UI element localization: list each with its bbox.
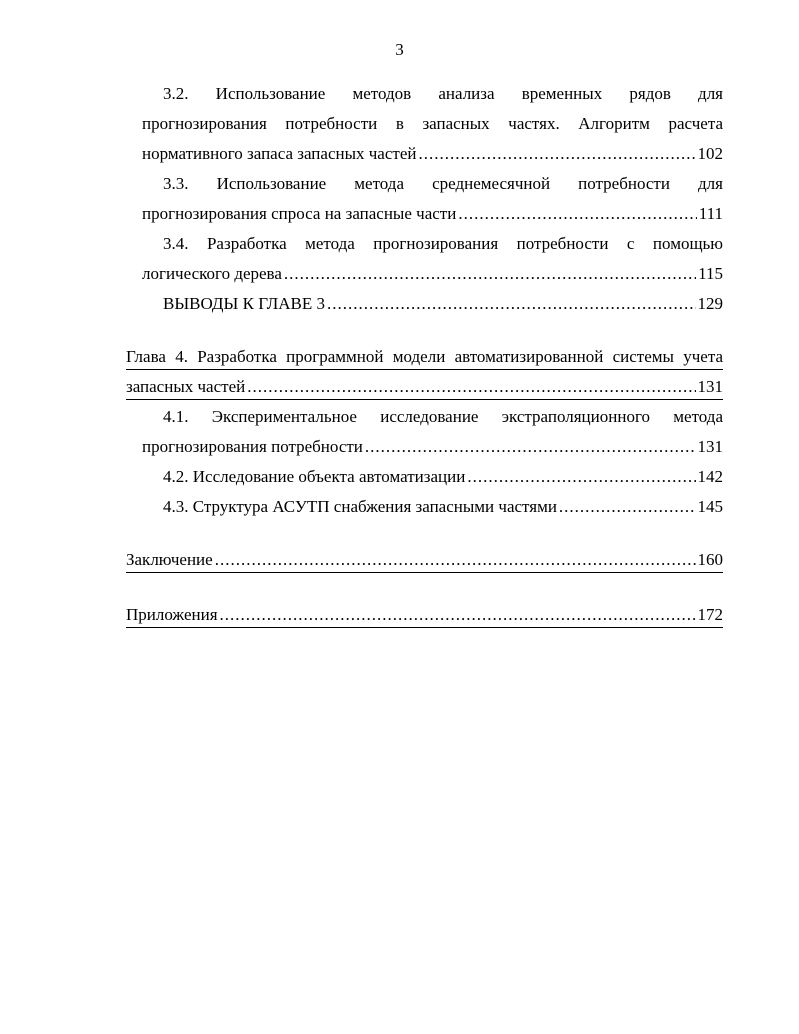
toc-entry-3-4-page: 115 <box>698 264 723 283</box>
toc-entry-chapter-4-line2[interactable] <box>126 375 723 400</box>
dot-leader <box>418 142 695 166</box>
toc-entry-4-2-text: 4.2. Исследование объекта автоматизации <box>163 467 466 486</box>
page-number: 3 <box>395 40 404 59</box>
toc-entry-3-2-line3[interactable] <box>142 142 723 166</box>
dot-leader <box>458 202 696 226</box>
dot-leader <box>327 292 695 316</box>
toc-entry-3-3-page: 111 <box>698 204 723 223</box>
toc-entry-3-4-line2[interactable] <box>142 262 723 286</box>
toc-entry-chapter-4-page: 131 <box>697 377 723 396</box>
toc-entry-3-3-text: прогнозирования спроса на запасные части <box>142 204 457 223</box>
toc-entry-conclusions-3-text: ВЫВОДЫ К ГЛАВЕ 3 <box>163 294 326 313</box>
toc-entry-appendices-text: Приложения <box>126 605 218 624</box>
toc-entry-4-1-page: 131 <box>697 437 723 456</box>
toc-entry-appendices[interactable] <box>126 603 723 628</box>
dot-leader <box>365 435 696 459</box>
toc-entry-conclusions-3[interactable] <box>163 292 723 316</box>
toc-entry-chapter-4-line1[interactable]: Глава 4. Разработка программной модели автоматизированной системы учета <box>126 345 723 370</box>
dot-leader <box>247 375 695 399</box>
toc-entry-4-2-page: 142 <box>697 467 723 486</box>
toc-entry-4-1-line2[interactable] <box>142 435 723 459</box>
toc-entry-3-3-line1[interactable]: 3.3. Использование метода среднемесячной потребности для <box>163 174 723 193</box>
toc-entry-4-3-page: 145 <box>697 497 723 516</box>
toc-entry-3-4-text: логического дерева <box>142 264 282 283</box>
dot-leader <box>467 465 695 489</box>
toc-entry-3-2-line1[interactable]: 3.2. Использование методов анализа временных рядов для <box>163 84 723 103</box>
toc-entry-3-2-text: нормативного запаса запасных частей <box>142 144 417 163</box>
toc-entry-4-3-text: 4.3. Структура АСУТП снабжения запасными частями <box>163 497 557 516</box>
dot-leader <box>559 495 696 519</box>
toc-entry-conclusions-3-page: 129 <box>697 294 723 313</box>
dot-leader <box>284 262 696 286</box>
toc-entry-3-2-line2[interactable]: прогнозирования потребности в запасных частях. Алгоритм расчета <box>142 114 723 133</box>
dot-leader <box>215 548 696 572</box>
toc-entry-3-2-page: 102 <box>697 144 723 163</box>
toc-entry-4-3[interactable] <box>163 495 723 519</box>
toc-entry-conclusion[interactable] <box>126 548 723 573</box>
dot-leader <box>220 603 696 627</box>
toc-entry-4-2[interactable] <box>163 465 723 489</box>
toc-entry-4-1-line1[interactable]: 4.1. Экспериментальное исследование экстраполяционного метода <box>163 407 723 426</box>
toc-entry-conclusion-text: Заключение <box>126 550 213 569</box>
toc-entry-chapter-4-text: запасных частей <box>126 377 246 396</box>
toc-entry-conclusion-page: 160 <box>697 550 723 569</box>
toc-entry-4-1-text: прогнозирования потребности <box>142 437 363 456</box>
toc-entry-appendices-page: 172 <box>697 605 723 624</box>
toc-entry-3-3-line2[interactable] <box>142 202 723 226</box>
toc-entry-3-4-line1[interactable]: 3.4. Разработка метода прогнозирования потребности с помощью <box>163 234 723 253</box>
